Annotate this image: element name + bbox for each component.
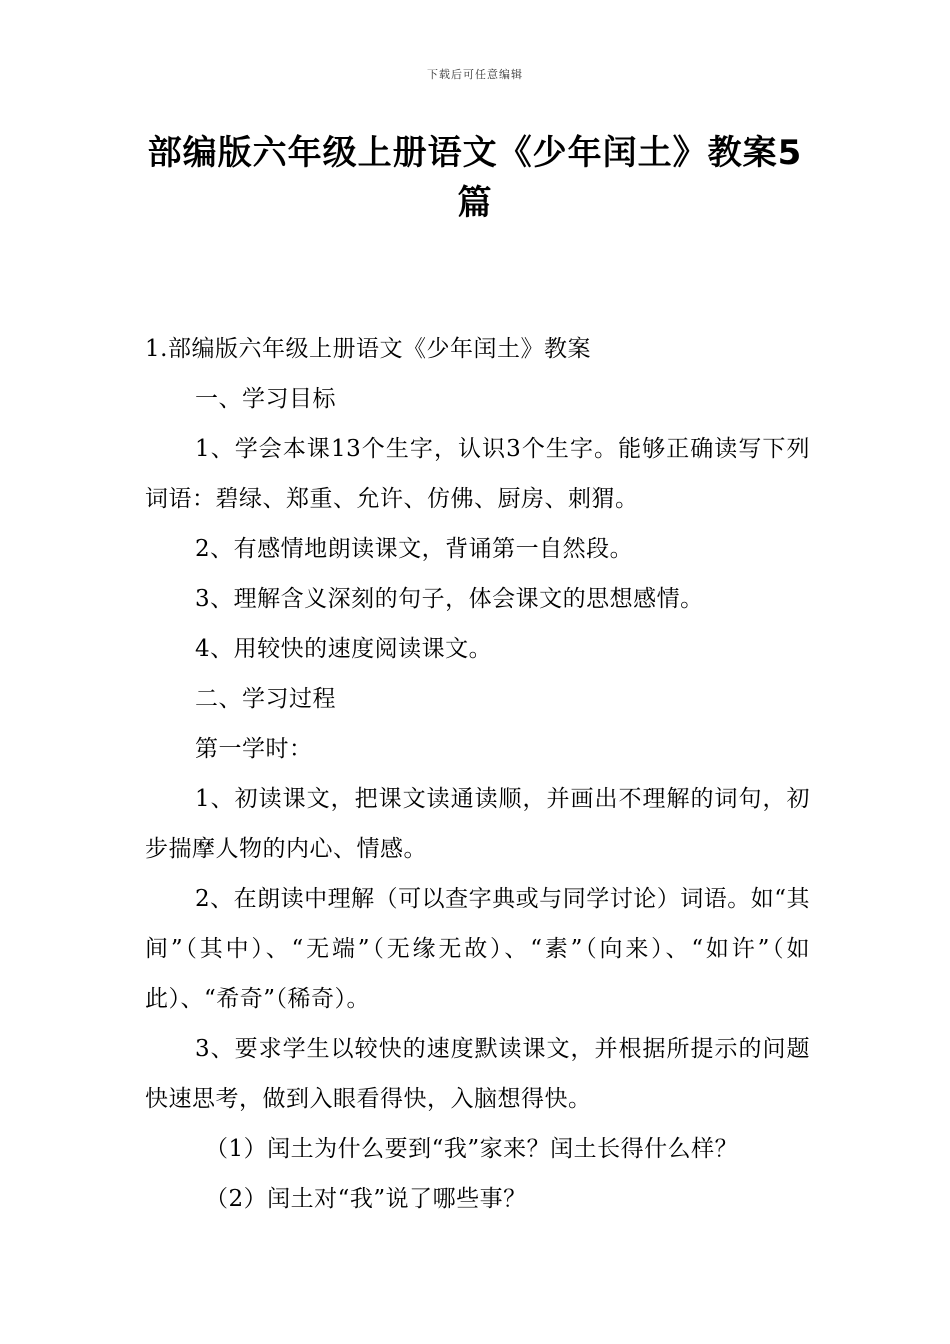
paragraph-step-3: 3、要求学生以较快的速度默读课文，并根据所提示的问题快速思考，做到入眼看得快，入脑想得快。	[145, 1036, 810, 1112]
paragraph-process-heading: 二、学习过程	[195, 686, 336, 712]
section-heading: 1.部编版六年级上册语文《少年闰土》教案	[145, 336, 591, 362]
paragraph-objective-4: 4、用较快的速度阅读课文。	[195, 636, 493, 662]
document-title: 部编版六年级上册语文《少年闰土》教案5篇	[147, 133, 803, 223]
document-body	[145, 324, 810, 1224]
paragraph-objective-2: 2、有感情地朗读课文，背诵第一自然段。	[195, 536, 634, 562]
paragraph-step-1: 1、初读课文，把课文读通读顺，并画出不理解的词句，初步揣摩人物的内心、情感。	[145, 786, 810, 862]
paragraph-first-lesson: 第一学时：	[195, 736, 313, 762]
question-2: （2）闰土对“我”说了哪些事？	[205, 1186, 527, 1212]
paragraph-objectives-heading: 一、学习目标	[195, 386, 336, 412]
question-1: （1）闰土为什么要到“我”家来？闰土长得什么样？	[205, 1136, 739, 1162]
paragraph-objective-1: 1、学会本课13个生字，认识3个生字。能够正确读写下列词语：碧绿、郑重、允许、仿佛、厨房、刺猬。	[145, 436, 810, 512]
header-note: 下载后可任意编辑	[427, 68, 523, 81]
paragraph-step-2: 2、在朗读中理解（可以查字典或与同学讨论）词语。如“其间”（其中）、“无端”（无缘无故）、“素”（向来）、“如许”（如此）、“希奇”（稀奇）。	[145, 886, 810, 1012]
paragraph-objective-3: 3、理解含义深刻的句子，体会课文的思想感情。	[195, 586, 704, 612]
